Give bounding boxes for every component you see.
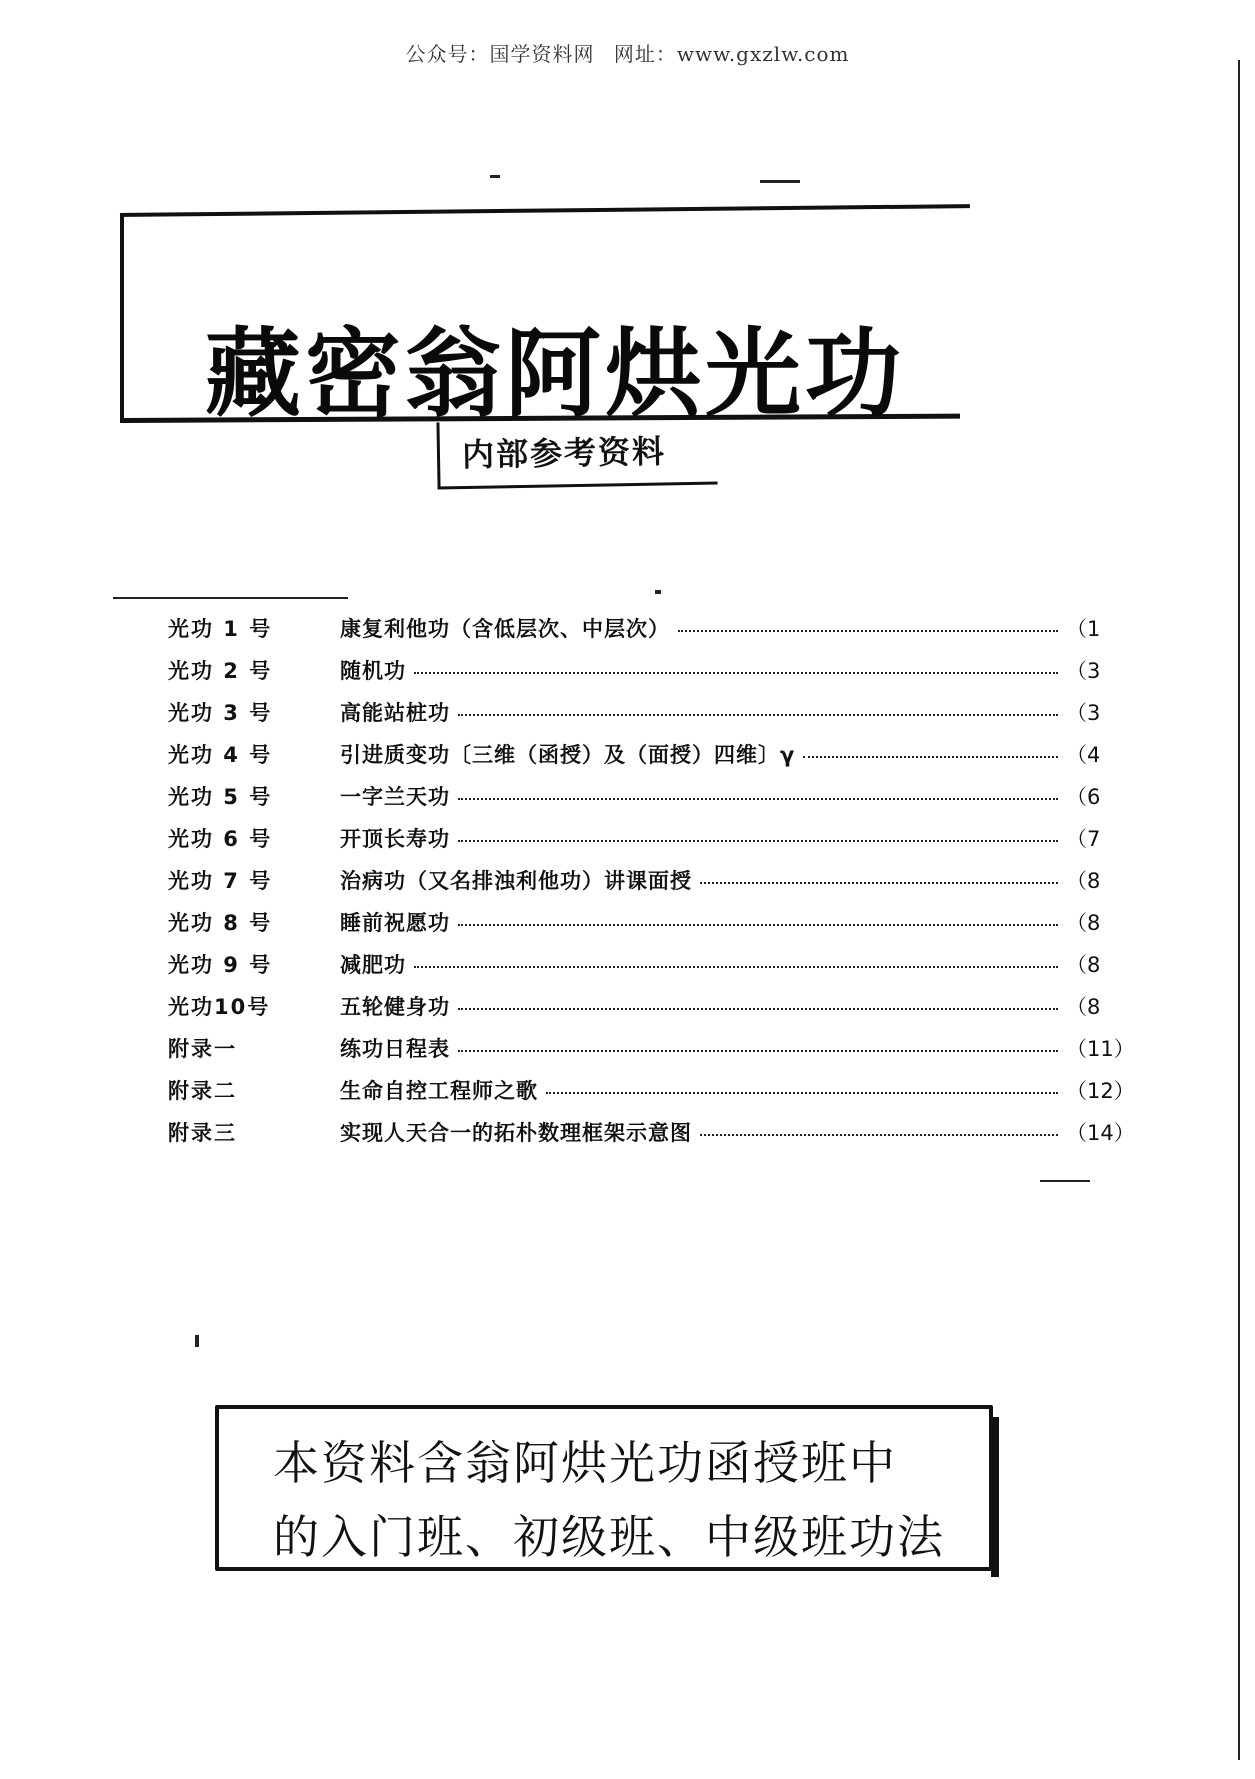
toc-label: 附录二 — [168, 1079, 237, 1103]
document-subtitle: 内部参考资料 — [461, 432, 667, 475]
toc-title: 治病功（又名排浊利他功）讲课面授 — [340, 869, 692, 893]
account-label: 公众号：国学资料网 — [405, 42, 595, 66]
toc-leader-dots — [678, 630, 1058, 632]
scan-speck — [195, 1335, 199, 1347]
subtitle-box — [436, 418, 717, 490]
toc-title: 五轮健身功 — [340, 995, 450, 1019]
toc-label: 附录三 — [168, 1121, 237, 1145]
toc-page-number: （7 — [1066, 827, 1101, 851]
toc-page-number: （4 — [1066, 743, 1101, 767]
scan-speck — [1238, 60, 1240, 1760]
toc-row — [168, 691, 1108, 733]
toc-row — [168, 901, 1108, 943]
toc-label: 光功 5 号 — [168, 785, 273, 809]
toc-label: 光功 9 号 — [168, 953, 273, 977]
toc-page-number: （8 — [1066, 995, 1101, 1019]
toc-title: 练功日程表 — [340, 1037, 450, 1061]
document-title: 藏密翁阿烘光功 — [205, 318, 905, 430]
toc-label: 附录一 — [168, 1037, 237, 1061]
toc-page-number: （3 — [1066, 701, 1101, 725]
page-header — [0, 38, 1255, 67]
toc-label: 光功 3 号 — [168, 701, 273, 725]
toc-row — [168, 943, 1108, 985]
toc-page-number: （3 — [1066, 659, 1101, 683]
site-label: 网址：www.gxzlw.com — [613, 42, 850, 66]
toc-title: 高能站桩功 — [340, 701, 450, 725]
note-box — [215, 1405, 993, 1571]
toc-row — [168, 859, 1108, 901]
toc-leader-dots — [546, 1092, 1058, 1094]
toc-page-number: （8 — [1066, 869, 1101, 893]
toc-title: 引进质变功〔三维（函授）及（面授）四维〕γ — [340, 743, 796, 767]
toc-title: 康复利他功（含低层次、中层次） — [340, 617, 670, 641]
toc-page-number: （1 — [1066, 617, 1101, 641]
toc-page-number: （12） — [1066, 1079, 1135, 1103]
toc-page-number: （8 — [1066, 911, 1101, 935]
toc-leader-dots — [803, 756, 1058, 758]
toc-row — [168, 733, 1108, 775]
toc-leader-dots — [458, 1008, 1058, 1010]
note-line-1: 本资料含翁阿烘光功函授班中 — [273, 1436, 897, 1490]
toc-label: 光功 8 号 — [168, 911, 273, 935]
toc-title: 开顶长寿功 — [340, 827, 450, 851]
toc-title: 实现人天合一的拓朴数理框架示意图 — [340, 1121, 692, 1145]
toc-label: 光功10号 — [168, 995, 271, 1019]
toc-leader-dots — [700, 1134, 1058, 1136]
toc-label: 光功 6 号 — [168, 827, 273, 851]
toc-row — [168, 607, 1108, 649]
toc-label: 光功 7 号 — [168, 869, 273, 893]
toc-row — [168, 649, 1108, 691]
toc-title: 减肥功 — [340, 953, 406, 977]
toc-title: 睡前祝愿功 — [340, 911, 450, 935]
toc-page-number: （14） — [1066, 1121, 1135, 1145]
toc-leader-dots — [458, 840, 1058, 842]
toc-leader-dots — [458, 1050, 1058, 1052]
toc-row — [168, 1111, 1135, 1153]
toc-leader-dots — [458, 714, 1058, 716]
toc-row — [168, 985, 1108, 1027]
scan-speck — [655, 590, 661, 594]
toc-leader-dots — [414, 672, 1058, 674]
scan-speck — [1040, 1180, 1090, 1182]
frame-left-line — [120, 213, 124, 418]
scan-speck — [760, 180, 800, 183]
toc-leader-dots — [414, 966, 1058, 968]
toc-page-number: （6 — [1066, 785, 1101, 809]
scan-speck — [490, 175, 500, 178]
toc-page-number: （8 — [1066, 953, 1101, 977]
table-of-contents — [168, 607, 1135, 1153]
toc-top-rule — [113, 597, 348, 599]
note-line-2: 的入门班、初级班、中级班功法 — [273, 1510, 945, 1564]
toc-label: 光功 4 号 — [168, 743, 273, 767]
toc-label: 光功 1 号 — [168, 617, 273, 641]
title-frame — [120, 213, 970, 428]
toc-page-number: （11） — [1066, 1037, 1135, 1061]
toc-leader-dots — [458, 924, 1058, 926]
toc-leader-dots — [700, 882, 1058, 884]
toc-title: 生命自控工程师之歌 — [340, 1079, 538, 1103]
toc-row — [168, 1069, 1135, 1111]
toc-title: 一字兰天功 — [340, 785, 450, 809]
toc-leader-dots — [458, 798, 1058, 800]
toc-label: 光功 2 号 — [168, 659, 273, 683]
frame-top-line — [120, 204, 970, 217]
toc-row — [168, 775, 1108, 817]
toc-row — [168, 1027, 1135, 1069]
toc-title: 随机功 — [340, 659, 406, 683]
toc-row — [168, 817, 1108, 859]
